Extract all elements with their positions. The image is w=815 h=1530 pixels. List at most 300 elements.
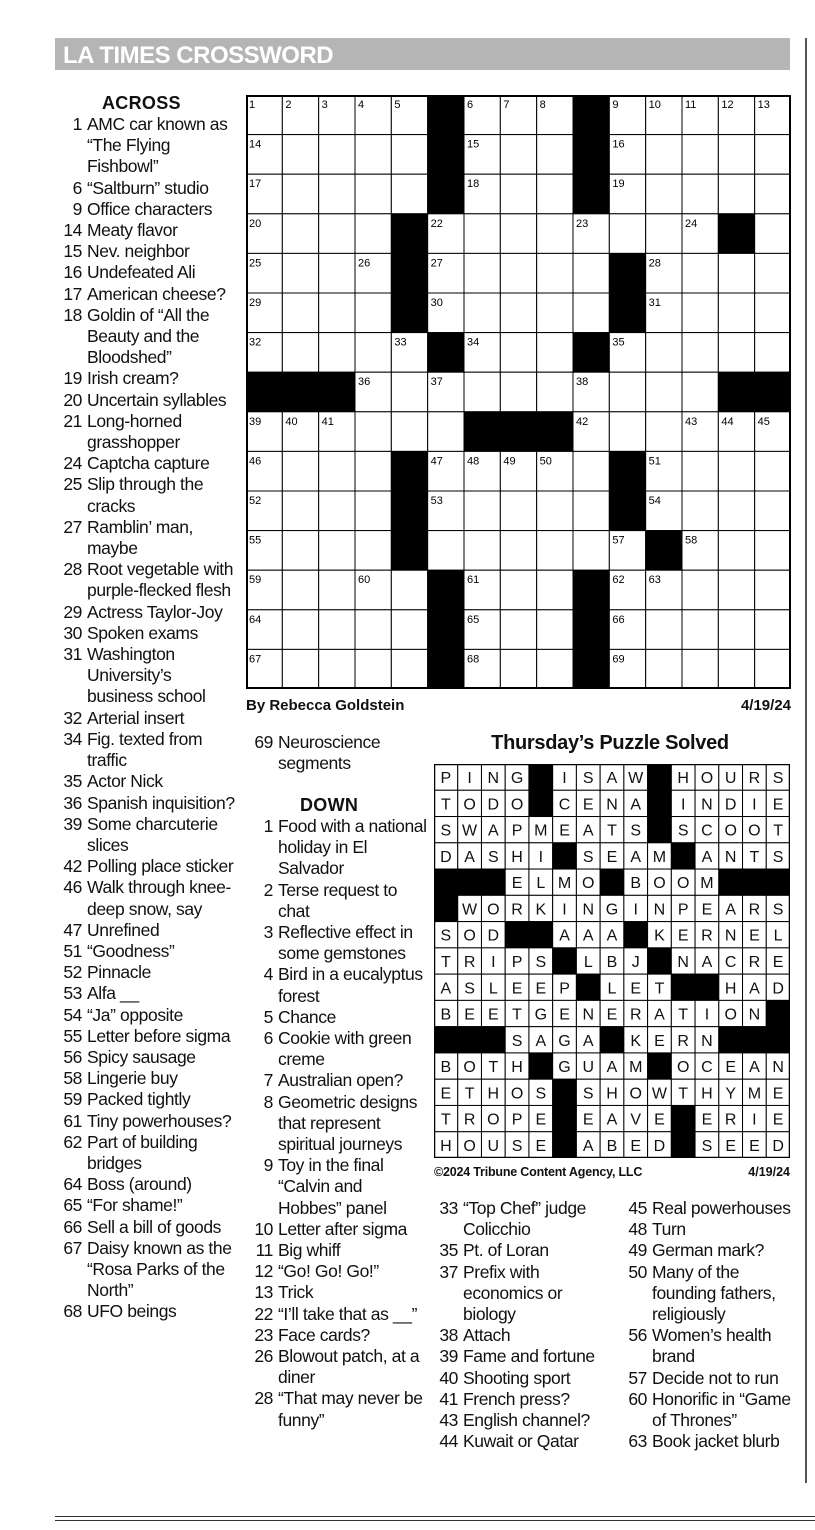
grid-cell[interactable]	[282, 293, 318, 333]
clue-across-col1-18	[55, 305, 235, 369]
grid-cell[interactable]	[319, 135, 355, 175]
grid-cell[interactable]	[755, 610, 791, 650]
clue-number: 29	[63, 601, 82, 622]
cell-number: 6	[467, 99, 474, 111]
grid-cell[interactable]	[391, 610, 427, 650]
solution-black-square	[529, 790, 553, 816]
grid-cell[interactable]	[428, 412, 464, 452]
grid-cell[interactable]	[755, 253, 791, 293]
clue-number: 67	[63, 1237, 82, 1258]
clue-text: Undefeated Ali	[87, 262, 196, 283]
black-square	[573, 610, 609, 650]
solution-letter: A	[725, 901, 737, 919]
grid-cell[interactable]	[500, 610, 536, 650]
grid-cell[interactable]	[646, 214, 682, 254]
solution-letter: E	[701, 1111, 713, 1129]
black-square	[319, 372, 355, 412]
clue-across-col1-16	[55, 262, 235, 283]
clue-number: 63	[628, 1431, 647, 1452]
solution-letter: S	[511, 1032, 523, 1050]
solution-letter: S	[582, 848, 594, 866]
cell-number: 51	[648, 455, 661, 468]
clue-down-col2-13	[246, 1282, 428, 1303]
grid-cell[interactable]	[537, 333, 573, 373]
grid-cell[interactable]	[609, 412, 645, 452]
grid-cell[interactable]	[355, 135, 391, 175]
grid-cell[interactable]	[537, 649, 573, 689]
clue-down-col3-39	[430, 1346, 615, 1367]
clue-text: Letter before sigma	[87, 1025, 231, 1046]
grid-cell[interactable]	[282, 531, 318, 571]
solution-letter: N	[606, 796, 618, 814]
black-square	[428, 333, 464, 373]
grid-cell[interactable]	[537, 253, 573, 293]
grid-cell[interactable]	[718, 333, 754, 373]
solution-black-square	[719, 1027, 743, 1053]
solution-date: 4/19/24	[748, 1165, 790, 1179]
grid-cell[interactable]	[718, 610, 754, 650]
grid-cell[interactable]	[682, 174, 718, 214]
solution-letter: O	[748, 822, 761, 840]
grid-cell[interactable]	[646, 412, 682, 452]
grid-cell[interactable]	[755, 174, 791, 214]
clue-down-col2-28	[246, 1388, 428, 1430]
grid-cell[interactable]	[537, 293, 573, 333]
grid-cell[interactable]	[355, 333, 391, 373]
grid-cell[interactable]	[718, 570, 754, 610]
solution-letter: L	[583, 954, 593, 971]
clue-text: Arterial insert	[87, 707, 185, 728]
grid-cell[interactable]	[500, 253, 536, 293]
solution-letter: T	[607, 822, 617, 840]
grid-cell[interactable]	[319, 333, 355, 373]
solution-letter: H	[724, 980, 737, 998]
grid-cell[interactable]	[537, 214, 573, 254]
cell-number: 64	[249, 613, 262, 626]
grid-cell[interactable]	[319, 570, 355, 610]
grid-cell[interactable]	[282, 610, 318, 650]
clue-across-col1-56	[55, 1047, 235, 1068]
grid-cell[interactable]	[355, 214, 391, 254]
grid-cell[interactable]	[319, 649, 355, 689]
clue-down-col4-49	[620, 1240, 795, 1261]
solution-black-square	[600, 1027, 624, 1053]
solution-letter: G	[558, 1032, 571, 1050]
grid-cell[interactable]	[718, 174, 754, 214]
grid-cell[interactable]	[464, 531, 500, 571]
grid-cell[interactable]	[573, 451, 609, 491]
solution-letter: C	[724, 954, 737, 971]
solution-letter: O	[510, 1085, 524, 1103]
clue-across-col1-9	[55, 199, 235, 220]
clue-number: 45	[628, 1198, 647, 1218]
clue-across-col1-53	[55, 983, 235, 1004]
grid-cell[interactable]	[718, 531, 754, 571]
grid-cell[interactable]	[428, 531, 464, 571]
clue-number: 36	[63, 792, 82, 813]
solution-letter: O	[510, 796, 524, 814]
cell-number: 69	[612, 653, 625, 666]
clue-number: 21	[63, 410, 82, 431]
grid-cell[interactable]	[573, 293, 609, 333]
clue-across-col1-20	[55, 390, 235, 411]
clue-text: Uncertain syllables	[87, 389, 227, 410]
clue-number: 69	[254, 732, 273, 752]
crossword-grid-svg[interactable]	[246, 95, 791, 689]
solution-letter: N	[677, 954, 689, 971]
clue-across-col1-32	[55, 708, 235, 729]
clue-text: AMC car known as “The Flying Fishbowl”	[87, 114, 232, 177]
grid-cell[interactable]	[500, 333, 536, 373]
grid-cell[interactable]	[282, 174, 318, 214]
clue-across-col1-64	[55, 1174, 235, 1195]
grid-cell[interactable]	[682, 491, 718, 531]
grid-cell[interactable]	[682, 253, 718, 293]
grid-cell[interactable]	[464, 214, 500, 254]
solution-letter: T	[654, 980, 665, 998]
grid-cell[interactable]	[682, 451, 718, 491]
clue-across-col1-52	[55, 962, 235, 983]
clue-down-col3-44	[430, 1431, 615, 1452]
black-square	[391, 491, 427, 531]
grid-cell[interactable]	[537, 135, 573, 175]
solution-letter: C	[558, 796, 571, 814]
solution-letter: S	[772, 848, 784, 866]
clue-number: 53	[63, 983, 82, 1004]
grid-cell[interactable]	[755, 214, 791, 254]
solution-letter: O	[463, 1137, 476, 1155]
clue-text: Toy in the final “Calvin and Hobbes” panel	[278, 1155, 388, 1218]
clue-across-col1-21	[55, 411, 235, 453]
clue-down-col3-38	[430, 1325, 615, 1346]
clue-text: Blowout patch, at a diner	[278, 1346, 424, 1388]
clue-number: 26	[254, 1346, 273, 1367]
clue-text: “Ja” opposite	[87, 1004, 183, 1025]
clue-number: 60	[628, 1388, 647, 1409]
solution-letter: A	[749, 980, 760, 998]
grid-cell[interactable]	[682, 610, 718, 650]
grid-cell[interactable]	[464, 491, 500, 531]
grid-cell[interactable]	[282, 135, 318, 175]
clue-text: Real powerhouses	[652, 1198, 791, 1218]
clue-text: Some charcuterie slices	[87, 813, 223, 855]
clue-text: French press?	[463, 1388, 570, 1409]
solution-letter: H	[511, 1059, 523, 1077]
grid-cell[interactable]	[573, 531, 609, 571]
solution-letter: T	[440, 954, 451, 971]
clue-down-col2-6	[246, 1028, 428, 1070]
clue-number: 47	[63, 919, 82, 940]
grid-cell[interactable]	[500, 293, 536, 333]
solution-black-square	[600, 869, 624, 895]
clue-number: 56	[628, 1325, 647, 1346]
solution-black-square	[743, 869, 767, 895]
grid-cell[interactable]	[500, 649, 536, 689]
grid-cell[interactable]	[755, 333, 791, 373]
solution-letter: T	[464, 1085, 475, 1103]
clue-across-col1-29	[55, 602, 235, 623]
solution-letter: I	[752, 796, 757, 814]
grid-cell[interactable]	[718, 451, 754, 491]
solution-letter: A	[487, 822, 499, 840]
clue-number: 16	[63, 262, 82, 283]
solution-letter: A	[606, 770, 618, 788]
cell-number: 5	[394, 99, 401, 111]
grid-cell[interactable]	[391, 372, 427, 412]
solution-letter: N	[772, 1059, 784, 1077]
grid-cell[interactable]	[755, 649, 791, 689]
grid-cell[interactable]	[355, 293, 391, 333]
grid-cell[interactable]	[355, 649, 391, 689]
cell-number: 28	[648, 257, 661, 270]
solution-letter: P	[440, 770, 452, 788]
grid-cell[interactable]	[319, 491, 355, 531]
grid-cell[interactable]	[500, 570, 536, 610]
grid-cell[interactable]	[609, 372, 645, 412]
cell-number: 14	[249, 138, 262, 151]
grid-cell[interactable]	[282, 649, 318, 689]
solution-letter: J	[631, 954, 640, 971]
clue-text: Terse request to chat	[278, 879, 402, 921]
grid-cell[interactable]	[319, 531, 355, 571]
clue-down-col3-40	[430, 1368, 615, 1389]
solution-letter: R	[511, 901, 523, 919]
grid-cell[interactable]	[682, 372, 718, 412]
solution-letter: T	[512, 1006, 522, 1024]
clue-number: 58	[63, 1068, 82, 1089]
grid-cell[interactable]	[391, 174, 427, 214]
black-square	[391, 451, 427, 491]
clue-across-col1-47	[55, 920, 235, 941]
grid-cell[interactable]	[755, 135, 791, 175]
cell-number: 39	[249, 415, 262, 428]
solution-letter: T	[749, 848, 760, 866]
grid-cell[interactable]	[355, 610, 391, 650]
clue-number: 8	[263, 1091, 273, 1112]
grid-cell[interactable]	[282, 333, 318, 373]
grid-cell[interactable]	[282, 214, 318, 254]
solution-letter: E	[630, 980, 642, 998]
solution-letter: M	[629, 1059, 643, 1077]
clue-text: Slip through the cracks	[87, 474, 208, 516]
grid-cell[interactable]	[609, 214, 645, 254]
grid-cell[interactable]	[464, 293, 500, 333]
clue-text: Attach	[463, 1325, 511, 1346]
solution-letter: M	[652, 848, 667, 866]
solution-letter: A	[582, 1032, 594, 1050]
solution-letter: I	[538, 848, 544, 866]
grid-cell[interactable]	[500, 491, 536, 531]
grid-cell[interactable]	[718, 135, 754, 175]
grid-cell[interactable]	[319, 174, 355, 214]
grid-cell[interactable]	[319, 214, 355, 254]
solution-letter: D	[440, 848, 452, 866]
grid-cell[interactable]	[682, 135, 718, 175]
grid-cell[interactable]	[355, 412, 391, 452]
solution-letter: D	[772, 1137, 784, 1155]
clue-across-col1-36	[55, 793, 235, 814]
clue-down-col2-23	[246, 1325, 428, 1346]
black-square	[428, 570, 464, 610]
grid-cell[interactable]	[755, 531, 791, 571]
grid-cell[interactable]	[537, 610, 573, 650]
grid-cell[interactable]	[646, 610, 682, 650]
solution-letter: A	[559, 927, 570, 945]
black-square	[573, 333, 609, 373]
grid-cell[interactable]	[537, 491, 573, 531]
grid-cell[interactable]	[682, 570, 718, 610]
clue-number: 9	[72, 198, 82, 219]
black-square	[718, 214, 754, 254]
grid-cell[interactable]	[718, 253, 754, 293]
solution-letter: O	[463, 927, 476, 945]
grid-cell[interactable]	[282, 570, 318, 610]
grid-cell[interactable]	[718, 293, 754, 333]
grid-cell[interactable]	[682, 293, 718, 333]
solution-black-square	[458, 869, 482, 895]
grid-cell[interactable]	[391, 570, 427, 610]
clue-number: 56	[63, 1046, 82, 1067]
cell-number: 20	[249, 217, 262, 230]
grid-cell[interactable]	[537, 372, 573, 412]
grid-cell[interactable]	[718, 491, 754, 531]
solution-black-square	[648, 764, 672, 790]
grid-cell[interactable]	[537, 174, 573, 214]
clue-text: Chance	[278, 1006, 336, 1027]
grid-cell[interactable]	[755, 491, 791, 531]
clue-text: Fame and fortune	[463, 1346, 595, 1367]
cell-number: 31	[648, 297, 661, 309]
grid-cell[interactable]	[282, 491, 318, 531]
clue-number: 6	[72, 177, 82, 198]
solution-letter: K	[654, 927, 665, 945]
footer-rule	[55, 1516, 815, 1517]
cell-number: 11	[685, 99, 697, 111]
black-square	[573, 649, 609, 689]
clue-number: 2	[263, 879, 273, 900]
copyright: ©2024 Tribune Content Agency, LLC	[434, 1165, 643, 1179]
solution-letter: T	[773, 822, 784, 840]
solution-black-square	[529, 764, 553, 790]
grid-cell[interactable]	[500, 135, 536, 175]
black-square	[573, 135, 609, 175]
solution-letter: S	[535, 954, 547, 971]
solution-letter: A	[630, 796, 642, 814]
crossword-grid[interactable]	[246, 95, 791, 689]
grid-cell[interactable]	[500, 174, 536, 214]
solution-letter: E	[772, 796, 784, 814]
clue-text: English channel?	[463, 1410, 590, 1431]
grid-cell[interactable]	[355, 174, 391, 214]
grid-cell[interactable]	[500, 214, 536, 254]
clue-number: 34	[63, 728, 82, 749]
grid-cell[interactable]	[391, 135, 427, 175]
grid-cell[interactable]	[391, 649, 427, 689]
clue-down-col2-12	[246, 1261, 428, 1282]
grid-cell[interactable]	[718, 649, 754, 689]
clue-number: 43	[439, 1410, 458, 1431]
solution-letter: G	[558, 1059, 571, 1077]
black-square	[428, 95, 464, 135]
grid-cell[interactable]	[646, 372, 682, 412]
solution-letter: H	[440, 1137, 452, 1155]
clue-across-col1-62	[55, 1132, 235, 1174]
solution-letter: E	[559, 1006, 570, 1024]
grid-cell[interactable]	[319, 253, 355, 293]
grid-cell[interactable]	[500, 372, 536, 412]
grid-cell[interactable]	[500, 531, 536, 571]
solution-black-square	[458, 1027, 482, 1053]
grid-cell[interactable]	[537, 570, 573, 610]
solution-black-square	[434, 1027, 458, 1053]
clue-number: 66	[63, 1216, 82, 1237]
solution-letter: T	[678, 1085, 689, 1103]
grid-cell[interactable]	[355, 451, 391, 491]
grid-cell[interactable]	[682, 333, 718, 373]
solution-letter: E	[535, 1137, 547, 1155]
grid-cell[interactable]	[464, 253, 500, 293]
clue-down-col2-2	[246, 880, 428, 922]
grid-cell[interactable]	[682, 649, 718, 689]
grid-cell[interactable]	[573, 491, 609, 531]
grid-cell[interactable]	[646, 333, 682, 373]
solution-letter: E	[535, 1111, 547, 1129]
clue-across-col1-14	[55, 220, 235, 241]
grid-cell[interactable]	[464, 372, 500, 412]
grid-cell[interactable]	[355, 491, 391, 531]
grid-cell[interactable]	[355, 531, 391, 571]
clue-text: Office characters	[87, 198, 213, 219]
grid-cell[interactable]	[755, 293, 791, 333]
grid-cell[interactable]	[646, 174, 682, 214]
solution-letter: D	[772, 980, 784, 998]
grid-cell[interactable]	[391, 412, 427, 452]
solution-letter: E	[582, 1111, 594, 1129]
grid-cell[interactable]	[319, 293, 355, 333]
black-square	[428, 610, 464, 650]
grid-cell[interactable]	[573, 253, 609, 293]
black-square	[755, 372, 791, 412]
grid-cell[interactable]	[282, 451, 318, 491]
clue-text: Walk through knee-deep snow, say	[87, 877, 231, 919]
clue-across-col1-67	[55, 1238, 235, 1302]
solution-letter: S	[440, 822, 452, 840]
cell-number: 12	[721, 99, 734, 111]
cell-number: 47	[430, 455, 443, 468]
black-square	[609, 253, 645, 293]
grid-cell[interactable]	[755, 570, 791, 610]
grid-cell[interactable]	[319, 451, 355, 491]
grid-cell[interactable]	[537, 531, 573, 571]
black-square	[428, 649, 464, 689]
solution-letter: S	[772, 770, 784, 788]
grid-cell[interactable]	[646, 135, 682, 175]
grid-cell[interactable]	[755, 451, 791, 491]
clue-number: 46	[63, 877, 82, 898]
solution-letter: E	[511, 875, 523, 893]
clue-down-col4-45	[620, 1198, 795, 1219]
byline: By Rebecca Goldstein	[246, 697, 405, 714]
clue-text: Washington University’s business school	[87, 644, 206, 707]
clue-number: 27	[63, 516, 82, 537]
grid-cell[interactable]	[282, 253, 318, 293]
solution-letter: I	[633, 901, 638, 919]
cell-number: 63	[648, 574, 661, 587]
solution-letter: S	[630, 822, 642, 840]
grid-cell[interactable]	[319, 610, 355, 650]
grid-cell[interactable]	[646, 649, 682, 689]
solution-letter: G	[605, 901, 619, 919]
